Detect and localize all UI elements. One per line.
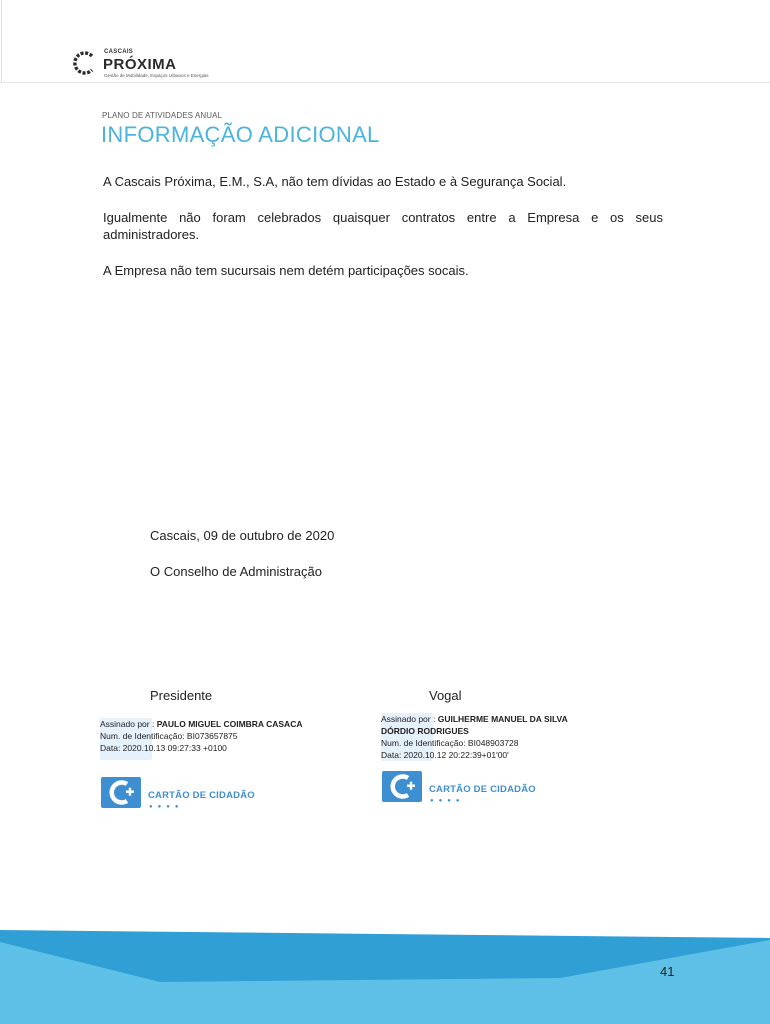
badge-label: CARTÃO DE CIDADÃO <box>429 784 536 795</box>
signer-name: PAULO MIGUEL COIMBRA CASACA <box>156 719 303 729</box>
digital-signature-vogal <box>381 713 641 761</box>
cartao-cidadao-icon <box>382 771 422 802</box>
signature-date: Data: 2020.10.13 09:27:33 +0100 <box>100 743 227 753</box>
page-title: INFORMAÇÃO ADICIONAL <box>101 122 380 147</box>
signed-by-label: Assinado por : <box>381 714 436 724</box>
logo-name: PRÓXIMA <box>103 56 177 73</box>
logo-top-text: CASCAIS <box>104 49 134 55</box>
place-date: Cascais, 09 de outubro de 2020 <box>150 528 335 543</box>
page-number: 41 <box>660 964 675 979</box>
paragraph-contracts: Igualmente não foram celebrados quaisquer contratos entre a Empresa e os seus administradores. <box>103 210 663 242</box>
paragraph-debts: A Cascais Próxima, E.M., S.A, não tem dívidas ao Estado e à Segurança Social. <box>103 174 567 189</box>
signer-id: Num. de Identificação: BI048903728 <box>381 738 519 748</box>
paragraph-branches: A Empresa não tem sucursais nem detém participações socais. <box>103 263 469 278</box>
cartao-cidadao-icon <box>101 777 141 808</box>
role-president: Presidente <box>150 688 213 703</box>
cartao-cidadao-badge <box>101 777 261 811</box>
logo-subtitle: Gestão de Mobilidade, Espaços Urbanos e Energias <box>104 73 209 78</box>
signed-by-label: Assinado por : <box>100 719 155 729</box>
cartao-cidadao-badge <box>382 771 542 805</box>
signer-name-line1: GUILHERME MANUEL DA SILVA <box>437 714 568 724</box>
digital-signature-president <box>100 718 360 754</box>
role-vogal: Vogal <box>429 688 462 703</box>
cascais-proxima-logo <box>72 46 242 82</box>
header-divider <box>1 0 2 82</box>
footer-wave <box>0 920 770 1024</box>
section-kicker: PLANO DE ATIVIDADES ANUAL <box>102 111 223 120</box>
logo-mark-icon <box>72 50 96 76</box>
signature-date: Data: 2020.10.12 20:22:39+01'00' <box>381 750 509 760</box>
badge-label: CARTÃO DE CIDADÃO <box>148 790 255 801</box>
badge-dots: ●●●● <box>149 804 184 810</box>
badge-dots: ●●●● <box>430 798 465 804</box>
signer-id: Num. de Identificação: BI073657875 <box>100 731 238 741</box>
signer-name-line2: DÓRDIO RODRIGUES <box>381 726 469 736</box>
board-signature-line: O Conselho de Administração <box>150 564 322 579</box>
